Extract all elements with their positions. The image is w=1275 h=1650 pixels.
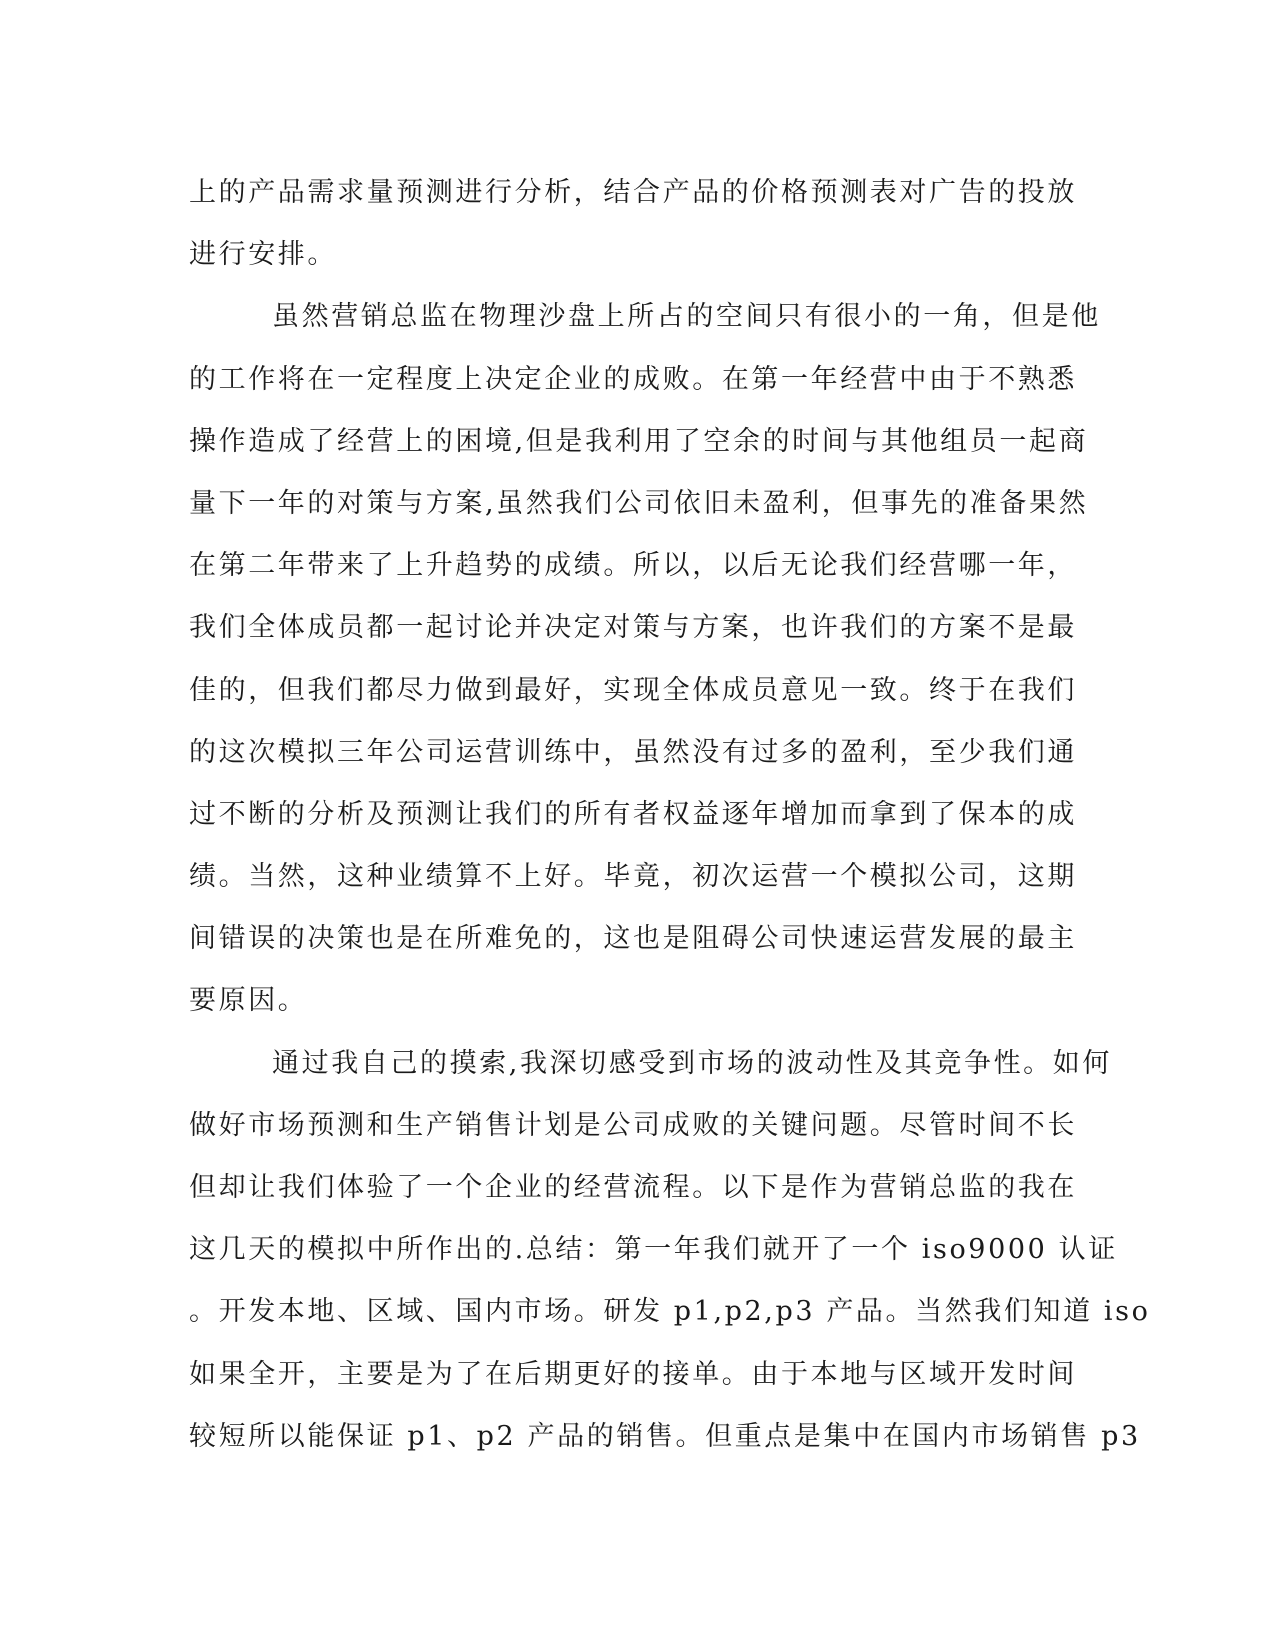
text-line: 间错误的决策也是在所难免的，这也是阻碍公司快速运营发展的最主 bbox=[189, 923, 1077, 955]
text-line: 量下一年的对策与方案,虽然我们公司依旧未盈利，但事先的准备果然 bbox=[189, 487, 1089, 519]
text-line: 但却让我们体验了一个企业的经营流程。以下是作为营销总监的我在 bbox=[189, 1172, 1077, 1203]
document-body bbox=[189, 162, 1151, 1468]
text-line: 过不断的分析及预测让我们的所有者权益逐年增加而拿到了保本的成 bbox=[189, 798, 1077, 830]
text-line: 我们全体成员都一起讨论并决定对策与方案，也许我们的方案不是最 bbox=[189, 612, 1077, 644]
text-line: 这几天的模拟中所作出的.总结：第一年我们就开了一个 iso9000 认证 bbox=[189, 1234, 1118, 1266]
text-line: 上的产品需求量预测进行分析，结合产品的价格预测表对广告的投放 bbox=[189, 177, 1077, 208]
paragraph-first-line: 虽然营销总监在物理沙盘上所占的空间只有很小的一角，但是他 bbox=[272, 301, 1101, 333]
text-line: 。开发本地、区域、国内市场。研发 p1,p2,p3 产品。当然我们知道 iso bbox=[189, 1296, 1151, 1328]
text-line: 佳的，但我们都尽力做到最好，实现全体成员意见一致。终于在我们 bbox=[189, 674, 1077, 706]
text-line: 的这次模拟三年公司运营训练中，虽然没有过多的盈利，至少我们通 bbox=[189, 736, 1077, 768]
text-line: 在第二年带来了上升趋势的成绩。所以，以后无论我们经营哪一年， bbox=[189, 550, 1077, 582]
paragraph-first-line: 通过我自己的摸索,我深切感受到市场的波动性及其竞争性。如何 bbox=[272, 1047, 1112, 1079]
text-line: 做好市场预测和生产销售计划是公司成败的关键问题。尽管时间不长 bbox=[189, 1109, 1077, 1141]
text-line: 如果全开，主要是为了在后期更好的接单。由于本地与区域开发时间 bbox=[189, 1358, 1077, 1390]
text-line: 较短所以能保证 p1、p2 产品的销售。但重点是集中在国内市场销售 p3 bbox=[189, 1420, 1141, 1452]
text-line: 要原因。 bbox=[189, 985, 308, 1017]
text-line: 操作造成了经营上的困境,但是我利用了空余的时间与其他组员一起商 bbox=[189, 425, 1089, 457]
text-line: 的工作将在一定程度上决定企业的成败。在第一年经营中由于不熟悉 bbox=[189, 363, 1077, 395]
text-line: 绩。当然，这种业绩算不上好。毕竟，初次运营一个模拟公司，这期 bbox=[189, 861, 1077, 893]
text-line: 进行安排。 bbox=[189, 239, 337, 271]
